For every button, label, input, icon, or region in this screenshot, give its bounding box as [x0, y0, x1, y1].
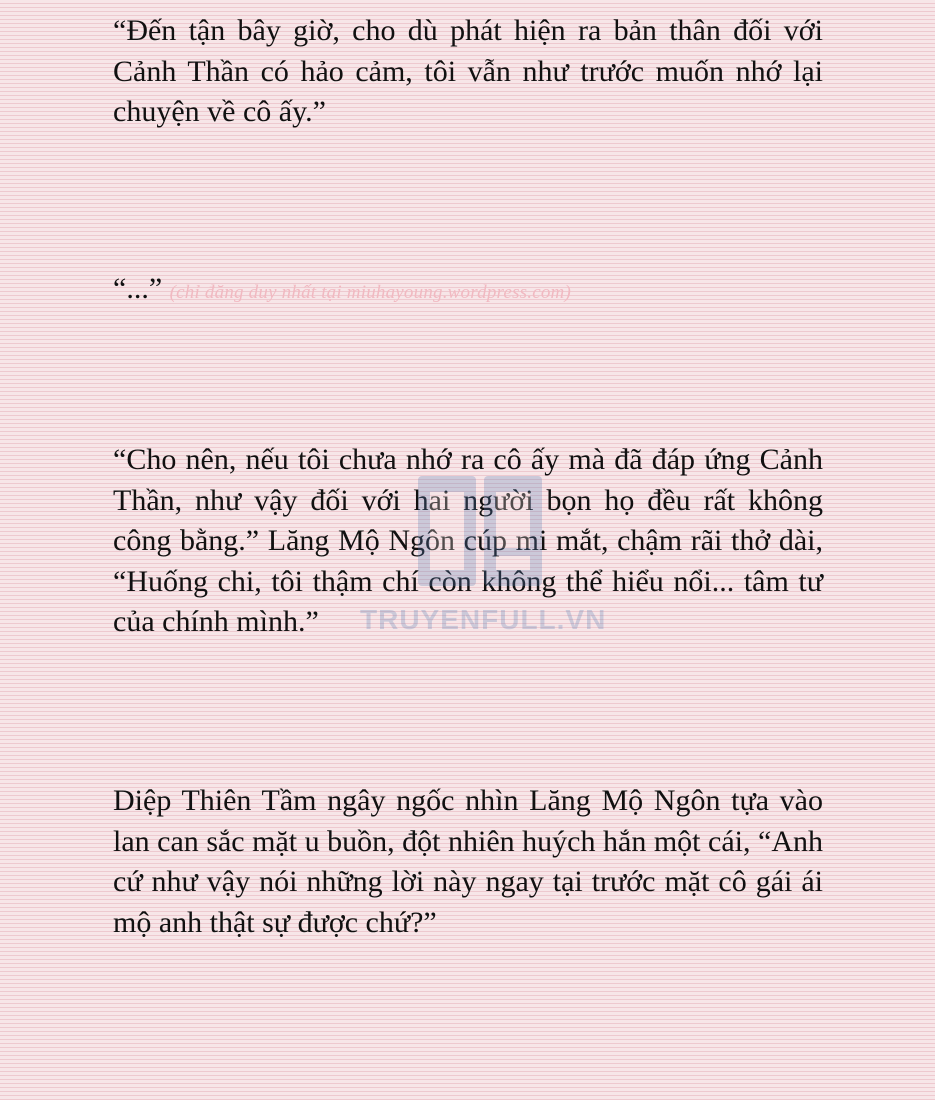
paragraph-3: “Cho nên, nếu tôi chưa nhớ ra cô ấy mà đã đáp ứng Cảnh Thần, như vậy đối với hai người bọn họ đều rất không công bằng.” Lăng Mộ Ngôn cúp mi mắt, chậm rãi thở dài, “Huống chi, tôi thậm chí còn không thể hiểu nổi... tâm tư của chính mình.” [113, 443, 823, 638]
paragraph-1: “Đến tận bây giờ, cho dù phát hiện ra bản thân đối với Cảnh Thần có hảo cảm, tôi vẫn như trước muốn nhớ lại chuyện về cô ấy.” [113, 14, 823, 128]
inline-watermark: (chỉ đăng duy nhất tại miuhayoung.wordpress.com) [169, 282, 571, 303]
logo-watermark-text: TRUYENFULL.VN [360, 604, 607, 635]
paragraph-2-text: “...” [113, 272, 163, 305]
paragraph-2 [113, 269, 823, 314]
paragraph-4: Diệp Thiên Tầm ngây ngốc nhìn Lăng Mộ Ngôn tựa vào lan can sắc mặt u buồn, đột nhiên huých hắn một cái, “Anh cứ như vậy nói những lời này ngay tại trước mặt cô gái ái mộ anh thật sự được chứ?” [113, 784, 823, 939]
